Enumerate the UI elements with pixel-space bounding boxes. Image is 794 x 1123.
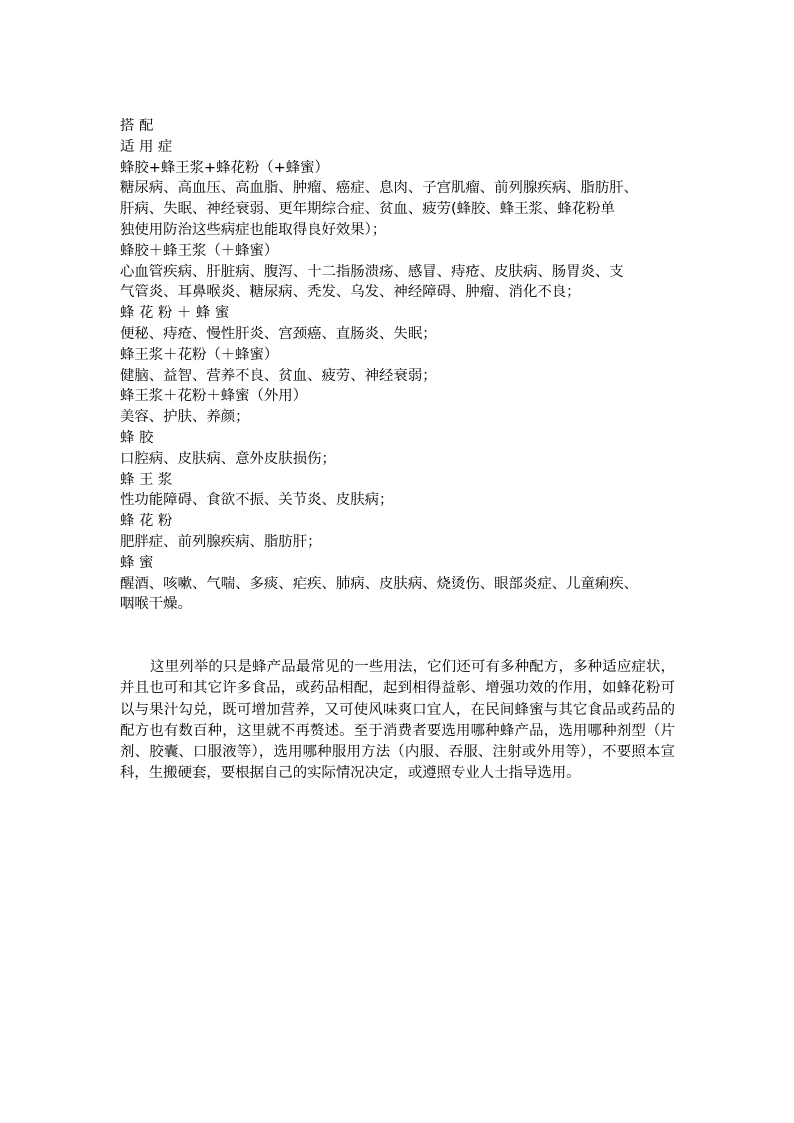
combo-title-8: 蜂 花 粉: [120, 513, 173, 530]
combo-text-9a: 醒酒、咳嗽、气喘、多痰、疟疾、肺病、皮肤病、烧烫伤、眼部炎症、儿童痢疾、: [120, 575, 639, 592]
combo-title-1: 蜂胶+蜂王浆+蜂花粉（+蜂蜜）: [120, 159, 329, 176]
heading-indications: 适 用 症: [120, 138, 173, 155]
heading-pairing: 搭 配: [120, 118, 154, 134]
combo-text-8: 肥胖症、前列腺疾病、脂肪肝；: [120, 533, 322, 550]
combo-text-3: 便秘、痔疮、慢性肝炎、宫颈癌、直肠炎、失眠；: [120, 325, 437, 342]
combo-title-2: 蜂胶＋蜂王浆（＋蜂蜜）: [120, 242, 279, 259]
combo-title-5: 蜂王浆＋花粉＋蜂蜜（外用）: [120, 388, 308, 405]
combo-title-7: 蜂 王 浆: [120, 471, 173, 488]
combo-text-6: 口腔病、皮肤病、意外皮肤损伤；: [120, 450, 336, 467]
combo-text-4: 健脑、益智、营养不良、贫血、疲劳、神经衰弱；: [120, 367, 437, 384]
document-content: [120, 116, 680, 784]
combo-text-1c: 独使用防治这些病症也能取得良好效果）；: [120, 221, 387, 238]
combo-text-9b: 咽喉干燥。: [120, 596, 192, 613]
combo-text-7: 性功能障碍、食欲不振、关节炎、皮肤病；: [120, 492, 394, 509]
combo-title-4: 蜂王浆＋花粉（＋蜂蜜）: [120, 346, 279, 363]
combo-text-2b: 气管炎、耳鼻喉炎、糖尿病、秃发、乌发、神经障碍、肿瘤、消化不良；: [120, 284, 581, 301]
combo-title-6: 蜂 胶: [120, 429, 154, 446]
combo-text-1b: 肝病、失眠、神经衰弱、更年期综合症、贫血、疲劳(蜂胶、蜂王浆、蜂花粉单: [120, 201, 615, 218]
section-spacer: [120, 615, 680, 657]
combo-title-3: 蜂 花 粉 ＋ 蜂 蜜: [120, 305, 230, 322]
combo-text-1a: 糖尿病、高血压、高血脂、肿瘤、癌症、息肉、子宫肌瘤、前列腺疾病、脂肪肝、: [120, 180, 639, 197]
combo-text-2a: 心血管疾病、肝脏病、腹泻、十二指肠溃疡、感冒、痔疮、皮肤病、肠胃炎、支: [120, 263, 624, 280]
combo-text-5: 美容、护肤、养颜；: [120, 409, 250, 426]
closing-paragraph: 这里列举的只是蜂产品最常见的一些用法，它们还可有多种配方，多种适应症状，并且也可和其它许多食品，或药品相配，起到相得益彰、增强功效的作用，如蜂花粉可以与果汁勾兑，既可增加营养，又可使风味爽口宜人，在民间蜂蜜与其它食品或药品的配方也有数百种，这里就不再赘述。至于消费者要选用哪种蜂产品，选用哪种剂型（片剂、胶囊、口服液等），选用哪种服用方法（内服、吞服、注射或外用等），不要照本宣科，生搬硬套，要根据自己的实际情况决定，或遵照专业人士指导选用。: [120, 659, 675, 782]
combo-title-9: 蜂 蜜: [120, 554, 154, 571]
